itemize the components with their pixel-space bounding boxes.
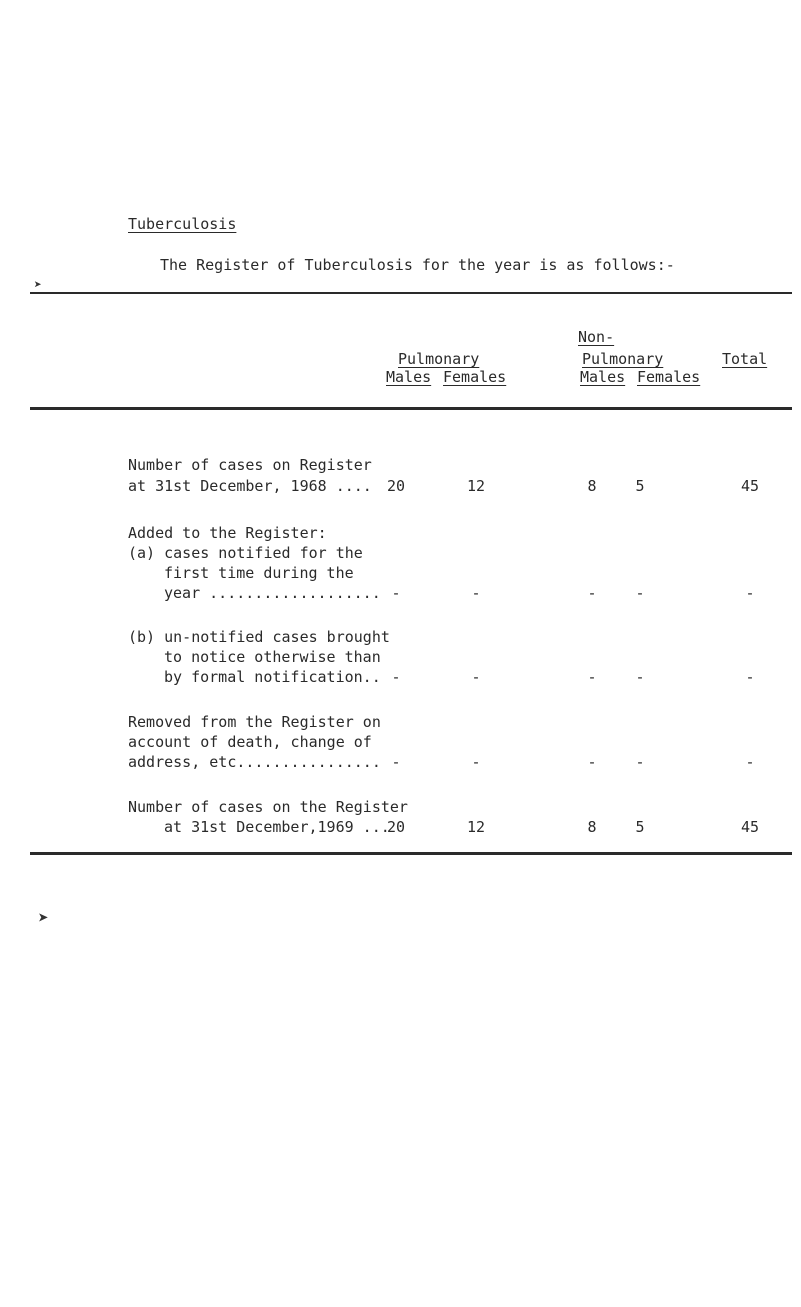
row2-nonpulmonary-females: -	[635, 584, 645, 602]
row3-total: -	[745, 668, 755, 686]
bottom-rule	[30, 852, 792, 855]
top-rule	[30, 292, 792, 294]
row5-label-line1: Number of cases on the Register	[128, 798, 408, 816]
col-females-2: Females	[637, 368, 701, 386]
col-females-1: Females	[443, 368, 507, 386]
row2-total: -	[745, 584, 755, 602]
row1-pulmonary-females: 12	[466, 477, 486, 495]
col-non-label: Non-	[578, 328, 615, 346]
row1-label-line1: Number of cases on Register	[128, 456, 372, 474]
row3-pulmonary-males: -	[391, 668, 401, 686]
col-non-pulmonary-header: Pulmonary	[582, 350, 664, 368]
row1-nonpulmonary-males: 8	[587, 477, 597, 495]
header-rule	[30, 407, 792, 410]
row3-pulmonary-females: -	[471, 668, 481, 686]
row4-nonpulmonary-females: -	[635, 753, 645, 771]
margin-arrow-icon-2: ➤	[38, 908, 49, 929]
row2-nonpulmonary-males: -	[587, 584, 597, 602]
row2-label-line2: (a) cases notified for the	[128, 544, 363, 562]
row2-label-line4: year ...................	[164, 584, 381, 602]
col-total-header: Total	[722, 350, 768, 368]
row5-pulmonary-females: 12	[466, 818, 486, 836]
row4-pulmonary-females: -	[471, 753, 481, 771]
row2-pulmonary-females: -	[471, 584, 481, 602]
row5-pulmonary-males: 20	[386, 818, 406, 836]
col-males-1: Males	[386, 368, 432, 386]
page-title: Tuberculosis	[128, 215, 237, 233]
row2-pulmonary-males: -	[391, 584, 401, 602]
row4-total: -	[745, 753, 755, 771]
row3-nonpulmonary-males: -	[587, 668, 597, 686]
row4-label-line2: account of death, change of	[128, 733, 372, 751]
row5-total: 45	[740, 818, 760, 836]
margin-arrow-icon: ➤	[34, 278, 42, 293]
col-males-2: Males	[580, 368, 626, 386]
row2-label-line3: first time during the	[164, 564, 354, 582]
row1-pulmonary-males: 20	[386, 477, 406, 495]
row5-nonpulmonary-females: 5	[635, 818, 645, 836]
col-pulmonary-header: Pulmonary	[398, 350, 480, 368]
row3-nonpulmonary-females: -	[635, 668, 645, 686]
row3-label-line1: (b) un-notified cases brought	[128, 628, 390, 646]
row1-total: 45	[740, 477, 760, 495]
row4-label-line1: Removed from the Register on	[128, 713, 381, 731]
row1-nonpulmonary-females: 5	[635, 477, 645, 495]
row1-label-line2: at 31st December, 1968 ....	[128, 477, 372, 495]
row2-label-line1: Added to the Register:	[128, 524, 327, 542]
row5-nonpulmonary-males: 8	[587, 818, 597, 836]
row3-label-line3: by formal notification..	[164, 668, 381, 686]
row5-label-line2: at 31st December,1969 ...	[164, 818, 390, 836]
row3-label-line2: to notice otherwise than	[164, 648, 381, 666]
row4-pulmonary-males: -	[391, 753, 401, 771]
row4-label-line3: address, etc................	[128, 753, 381, 771]
row4-nonpulmonary-males: -	[587, 753, 597, 771]
intro-text: The Register of Tuberculosis for the year is as follows:-	[160, 256, 675, 274]
